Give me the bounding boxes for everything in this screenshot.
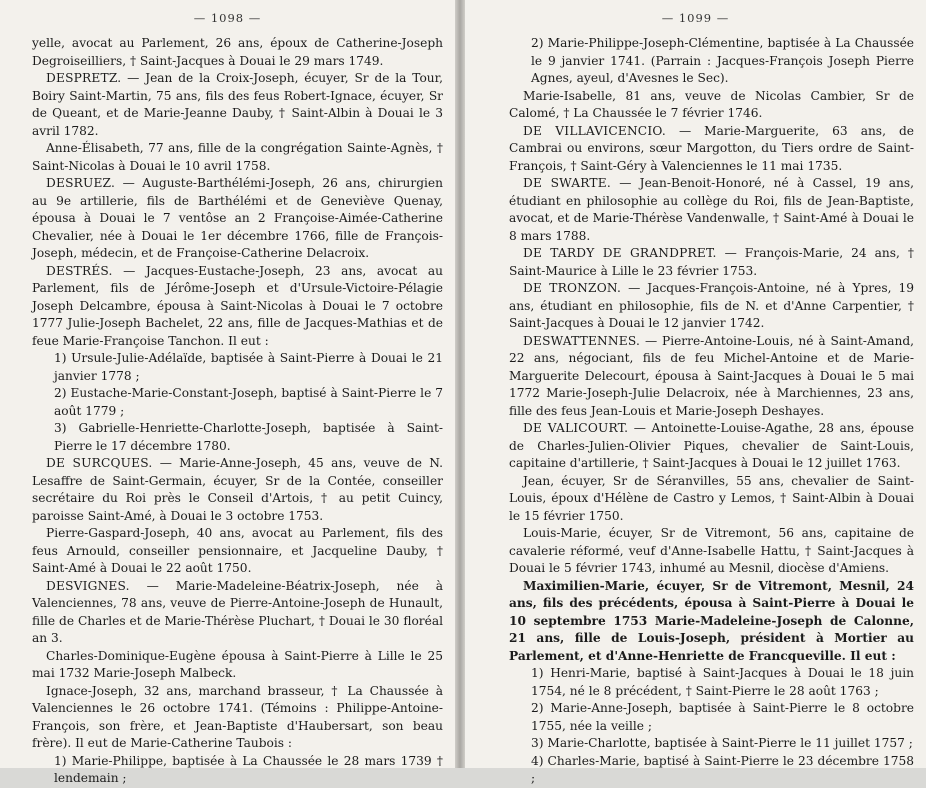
paragraph: Ignace-Joseph, 32 ans, marchand brasseur, † La Chaussée à Valenciennes le 26 octobre 1741. (Témoins : Philippe-Antoine-François, son frère, et Jean-Baptiste d'Haubersart, son beau frère). Il eut de Marie-Catherine Taubois : bbox=[32, 683, 443, 750]
entry: DESRUEZ. — Auguste-Barthélémi-Joseph, 26 ans, chirurgien au 9e artillerie, fils de Barthélémi et de Geneviève Quenay, épousa à Douai le 7 ventôse an 2 Françoise-Aimée-Catherine Chevalier, née à Douai le 1er décembre 1766, fille de François-Joseph, médecin, et de Françoise-Catherine Delacroix. bbox=[32, 176, 443, 260]
entry: DE SURCQUES. — Marie-Anne-Joseph, 45 ans, veuve de N. Lesaffre de Saint-Germain, écuyer, Sr de la Contée, conseiller secrétaire du Roi près le Conseil d'Artois, † au petit Cuincy, paroisse Saint-Amé, à Douai le 3 octobre 1753. bbox=[32, 456, 443, 523]
left-page bbox=[0, 0, 455, 785]
page-text bbox=[0, 35, 455, 788]
entry-heading: DESPRETZ. bbox=[46, 71, 122, 85]
entry: DESTRÉS. — Jacques-Eustache-Joseph, 23 ans, avocat au Parlement, fils de Jérôme-Joseph et d'Ursule-Victoire-Pélagie Joseph Delcambre, épousa à Saint-Nicolas à Douai le 7 octobre 1777 Julie-Joseph Bachelet, 22 ans, fille de Jacques-Mathias et de feue Marie-Françoise Tanchon. Il eut : bbox=[32, 263, 443, 348]
book-gutter bbox=[455, 0, 465, 768]
paragraph: Jean, écuyer, Sr de Séranvilles, 55 ans, chevalier de Saint-Louis, époux d'Hélène de Castro y Lemos, † Saint-Albin à Douai le 15 février 1750. bbox=[509, 473, 914, 523]
entry-heading: DE SWARTE. bbox=[523, 176, 611, 190]
entry-heading: DESTRÉS. bbox=[46, 263, 113, 278]
entry: DE TARDY DE GRANDPRET. — François-Marie, 24 ans, † Saint-Maurice à Lille le 23 février 1753. bbox=[509, 246, 914, 278]
list-item: 4) Charles-Marie, baptisé à Saint-Pierre le 23 décembre 1758 ; bbox=[531, 753, 914, 785]
list-item: 2) Marie-Philippe-Joseph-Clémentine, baptisée à La Chaussée le 9 janvier 1741. (Parrain : Jacques-François Joseph Pierre Agnes, ayeul, d'Avesnes le Sec). bbox=[531, 36, 914, 85]
list-item: 1) Ursule-Julie-Adélaïde, baptisée à Saint-Pierre à Douai le 21 janvier 1778 ; bbox=[54, 351, 443, 383]
list-item: 3) Gabrielle-Henriette-Charlotte-Joseph, baptisée à Saint-Pierre le 17 décembre 1780. bbox=[54, 421, 443, 453]
page-number: — 1098 — bbox=[193, 11, 262, 25]
entry: DESPRETZ. — Jean de la Croix-Joseph, écuyer, Sr de la Tour, Boiry Saint-Martin, 75 ans, fils des feus Robert-Ignace, écuyer, Sr de Queant, et de Marie-Jeanne Dauby, † Saint-Albin à Douai le 3 avril 1782. bbox=[32, 71, 443, 138]
entry-heading: DE VILLAVICENCIO. bbox=[523, 123, 666, 138]
paragraph: Anne-Élisabeth, 77 ans, fille de la congrégation Sainte-Agnès, † Saint-Nicolas à Douai le 10 avril 1758. bbox=[32, 141, 443, 173]
paragraph: Marie-Isabelle, 81 ans, veuve de Nicolas Cambier, Sr de Calomé, † La Chaussée le 7 février 1746. bbox=[509, 88, 914, 120]
entry: DESVIGNES. — Marie-Madeleine-Béatrix-Joseph, née à Valenciennes, 78 ans, veuve de Pierre-Antoine-Joseph de Hunault, fille de Charles et de Marie-Thérèse Pluchart, † Douai le 30 floréal an 3. bbox=[32, 578, 443, 645]
page-number: — 1099 — bbox=[661, 11, 730, 25]
paragraph: Louis-Marie, écuyer, Sr de Vitremont, 56 ans, capitaine de cavalerie réformé, veuf d'Anne-Isabelle Hattu, † Saint-Jacques à Douai le 5 février 1743, inhumé au Mesnil, diocèse d'Amiens. bbox=[509, 526, 914, 575]
entry: DESWATTENNES. — Pierre-Antoine-Louis, né à Saint-Amand, 22 ans, négociant, fils de feu Michel-Antoine et de Marie-Marguerite Delecourt, épousa à Saint-Jacques à Douai le 5 mai 1772 Marie-Joseph-Julie Delacroix, née à Marchiennes, 23 ans, fille des feus Jean-Louis et Marie-Joseph Deshayes. bbox=[509, 333, 914, 418]
entry: DE VALICOURT. — Antoinette-Louise-Agathe, 28 ans, épouse de Charles-Julien-Olivier Piques, chevalier de Saint-Louis, capitaine d'artillerie, † Saint-Jacques à Douai le 12 juillet 1763. bbox=[509, 421, 914, 470]
entry: DE TRONZON. — Jacques-François-Antoine, né à Ypres, 19 ans, étudiant en philosophie, fils de N. et d'Anne Carpentier, † Saint-Jacques à Douai le 12 janvier 1742. bbox=[509, 281, 915, 330]
right-page bbox=[465, 0, 926, 785]
entry-heading: DE TRONZON. bbox=[523, 281, 622, 295]
paragraph: yelle, avocat au Parlement, 26 ans, époux de Catherine-Joseph Degroiseilliers, † Saint-Jacques à Douai le 29 mars 1749. bbox=[32, 36, 443, 68]
list-item: 3) Marie-Charlotte, baptisée à Saint-Pierre le 11 juillet 1757 ; bbox=[531, 736, 913, 750]
entry-heading: DESVIGNES. bbox=[46, 578, 130, 593]
paragraph: Pierre-Gaspard-Joseph, 40 ans, avocat au Parlement, fils des feus Arnould, conseiller pensionnaire, et Jacqueline Dauby, † Saint-Amé à Douai le 22 août 1750. bbox=[32, 526, 443, 575]
page-text bbox=[465, 35, 926, 788]
paragraph: Maximilien-Marie, écuyer, Sr de Vitremont, Mesnil, 24 ans, fils des précédents, épousa à Saint-Pierre à Douai le 10 septembre 1753 Marie-Madeleine-Joseph de Calonne, 21 ans, fille de Louis-Joseph, président à Mortier au Parlement, et d'Anne-Henriette de Francqueville. Il eut : bbox=[509, 578, 914, 663]
list-item: 1) Henri-Marie, baptisé à Saint-Jacques à Douai le 18 juin 1754, né le 8 précédent, † Saint-Pierre le 28 août 1763 ; bbox=[531, 666, 914, 698]
entry-heading: DESRUEZ. bbox=[46, 176, 116, 190]
list-item: 1) Marie-Philippe, baptisée à La Chaussée le 28 mars 1739 † lendemain ; bbox=[54, 753, 443, 785]
entry-heading: DESWATTENNES. bbox=[523, 333, 641, 348]
list-item: 2) Eustache-Marie-Constant-Joseph, baptisé à Saint-Pierre le 7 août 1779 ; bbox=[54, 386, 443, 418]
entry: DE VILLAVICENCIO. — Marie-Marguerite, 63 ans, de Cambrai ou environs, sœur Margotton, du Tiers ordre de Saint-François, † Saint-Géry à Valenciennes le 11 mai 1735. bbox=[509, 123, 914, 173]
entry: DE SWARTE. — Jean-Benoit-Honoré, né à Cassel, 19 ans, étudiant en philosophie au collège du Roi, fils de Jean-Baptiste, avocat, et de Marie-Thérèse Vandenwalle, † Saint-Amé à Douai le 8 mars 1788. bbox=[509, 176, 914, 243]
entry-heading: DE TARDY DE GRANDPRET. bbox=[523, 246, 717, 260]
list-item: 2) Marie-Anne-Joseph, baptisée à Saint-Pierre le 8 octobre 1755, née la veille ; bbox=[531, 701, 914, 733]
paragraph: Charles-Dominique-Eugène épousa à Saint-Pierre à Lille le 25 mai 1732 Marie-Joseph Malbeck. bbox=[32, 648, 443, 680]
entry-heading: DE VALICOURT. bbox=[523, 421, 629, 435]
entry-heading: DE SURCQUES. bbox=[46, 456, 153, 470]
